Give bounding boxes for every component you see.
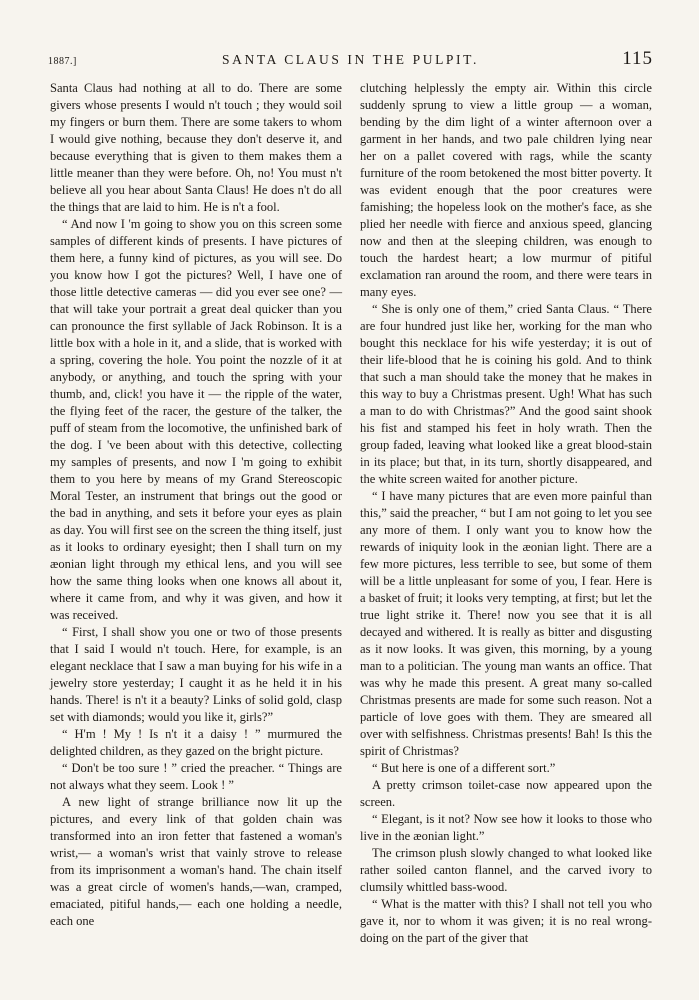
paragraph: “ And now I 'm going to show you on this screen some samples of different kinds of presents. I have pictures of them here, a funny kind of pictures, as you will see. Do you know how I got the pictures? Well, I have one of those little detective cameras — did you ever see one? — that will take your portrait a great deal quicker than you can pronounce the first syllable of Jack Robinson. It is a little box with a hole in it, and a slide, that is worked with a spring, covering the hole. You point the nozzle of it at anybody, or anything, and touch the spring with your thumb, and, click! you have it — the ripple of the water, the flying feet of the racer, the gesture of the talker, the puff of steam from the locomotive, the unfinished bark of the dog. I 've been about with this detective, collecting my samples of presents, and now I 'm going to exhibit them to you here by means of my Grand Stereoscopic Moral Tester, an instrument that brings out the good or the bad in anything, and sets it before your eyes as plain as day. You will first see on the screen the thing itself, just as it looks to ordinary eyesight; then I shall turn on my æonian light through my ethical lens, and you will see how the same thing looks when one knows all about it, where it came from, and why it was given, and how it was received. [50, 217, 342, 622]
paragraph: “ I have many pictures that are even more painful than this,” said the preacher, “ but I am not going to let you see any more of them. I only want you to know how the rewards of iniquity look in the æonian light. There are a few more pictures, less terrible to see, but some of them will be a little unpleasant for some of you, I fear. Here is a basket of fruit; it looks very tempting, at first; but let the true light strike it. There! now you see that it is all decayed and withered. It is really as bitter and disgusting as it now looks. It was given, this morning, by a young man to a politician. The young man wants an office. That was why he made this present. A great many so-called Christmas presents are made for some such reason. Not a particle of love goes with them. They are smeared all over with selfishness. Christmas presents! Bah! Is this the spirit of Christmas? [360, 489, 652, 758]
paragraph: “ What is the matter with this? I shall not tell you who gave it, nor to whom it was given; it is no real wrong-doing on the part of the giver that [360, 897, 652, 945]
left-column [50, 80, 342, 947]
paragraph: “ Don't be too sure ! ” cried the preacher. “ Things are not always what they seem. Look ! ” [50, 761, 342, 792]
right-column [360, 80, 652, 947]
paragraph: “ First, I shall show you one or two of those presents that I said I would n't touch. Here, for example, is an elegant necklace that I saw a man buying for his wife in a jewelry store yesterday; I caught it as he held it in his hands. There! is n't it a beauty? Links of solid gold, clasp set with diamonds; would you like it, girls?” [50, 625, 342, 724]
header-year: 1887.] [48, 56, 77, 67]
paragraph: Santa Claus had nothing at all to do. There are some givers whose presents I would n't touch ; they would soil my fingers or burn them. There are some takers to whom I would give nothing, because they don't deserve it, and because everything that is given to them makes them a little meaner than they were before. Oh, no! You must n't believe all you hear about Santa Claus! He does n't do all the things that are laid to him. He is n't a fool. [50, 81, 342, 214]
header-title: SANTA CLAUS IN THE PULPIT. [222, 52, 479, 67]
paragraph: clutching helplessly the empty air. Within this circle suddenly sprung to view a little group — a woman, bending by the dim light of a winter afternoon over a garment in her hands, and two pale children lying near her on a pallet covered with rags, while the scanty furniture of the room betokened the most bitter poverty. It was evident enough that the poor creatures were famishing; the hopeless look on the mother's face, as she plied her needle with fierce and anxious speed, glancing now and then at the sleeping children, was enough to touch the hardest heart; a low murmur of pitiful exclamation ran around the room, and there were tears in many eyes. [360, 81, 652, 299]
paragraph: A new light of strange brilliance now lit up the pictures, and every link of that golden chain was transformed into an iron fetter that fastened a woman's wrist,— a woman's wrist that vainly strove to release from its imprisonment a woman's hand. The chain itself was a great circle of women's hands,—wan, cramped, emaciated, pitiful hands,— each one holding a needle, each one [50, 795, 342, 928]
paragraph: “ Elegant, is it not? Now see how it looks to those who live in the æonian light.” [360, 812, 652, 843]
paragraph: The crimson plush slowly changed to what looked like rather soiled canton flannel, and the carved ivory to clumsily whittled bass-wood. [360, 846, 652, 894]
paragraph: “ H'm ! My ! Is n't it a daisy ! ” murmured the delighted children, as they gazed on the bright picture. [50, 727, 342, 758]
paragraph: A pretty crimson toilet-case now appeared upon the screen. [360, 778, 652, 809]
paragraph: “ But here is one of a different sort.” [372, 761, 556, 775]
running-header [48, 48, 653, 72]
text-columns [50, 80, 653, 947]
page-number: 115 [622, 48, 653, 69]
paragraph: “ She is only one of them,” cried Santa Claus. “ There are four hundred just like her, working for the man who bought this necklace for his wife yesterday; it is out of their life-blood that he is coining his gold. And to think that such a man should take the money that he makes in this way to buy a Christmas present. Ugh! What has such a man to do with Christmas?” And the good saint shook his fist and stamped his feet in holy wrath. Then the group faded, leaving what looked like a great blood-stain in its place; but that, in its turn, shortly disappeared, and the white screen waited for another picture. [360, 302, 652, 486]
